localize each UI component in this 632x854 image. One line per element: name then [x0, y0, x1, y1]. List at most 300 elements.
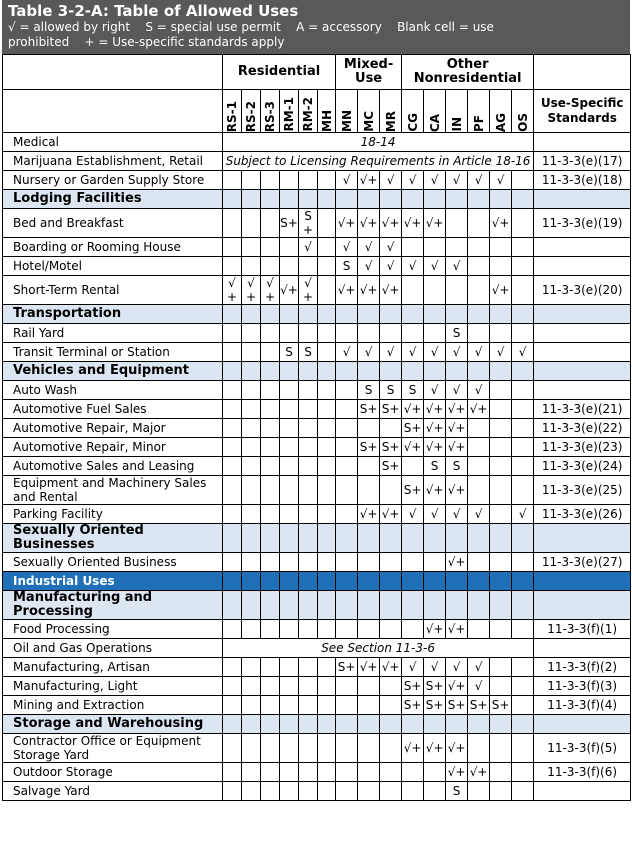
zone-cell — [318, 524, 336, 553]
zone-cell-mc — [358, 620, 380, 639]
standards-cell — [534, 257, 631, 276]
zone-cell-rm-1: S — [280, 343, 299, 362]
zone-cell-mc — [358, 419, 380, 438]
zone-cell-cg — [402, 782, 424, 801]
zone-cell-rm-1 — [280, 171, 299, 190]
zone-cell-ca — [424, 324, 446, 343]
zone-cell-rs-3 — [261, 381, 280, 400]
zone-cell-mc — [358, 457, 380, 476]
use-label: Outdoor Storage — [3, 763, 223, 782]
zone-cell-mn — [336, 400, 358, 419]
use-label: Food Processing — [3, 620, 223, 639]
zone-cell-mh — [318, 343, 336, 362]
zone-cell-os — [512, 257, 534, 276]
zone-cell-rs-1 — [223, 734, 242, 763]
zone-cell-rs-2 — [242, 438, 261, 457]
zone-cell-os — [512, 209, 534, 238]
zone-cell — [223, 715, 242, 734]
zone-cell-mn — [336, 505, 358, 524]
category-row-storage-and-warehousing — [3, 715, 631, 734]
zone-cell-mn — [336, 324, 358, 343]
zone-cell — [242, 190, 261, 209]
standards-cell — [534, 305, 631, 324]
zone-cell-ag — [490, 476, 512, 505]
category-label: Manufacturing and Processing — [3, 591, 223, 620]
zone-cell-rs-1 — [223, 419, 242, 438]
zone-cell-rm-2 — [299, 419, 318, 438]
zone-label: MC — [361, 111, 376, 132]
zone-cell — [299, 591, 318, 620]
zone-cell-os — [512, 658, 534, 677]
zone-cell-os — [512, 400, 534, 419]
zone-cell-ca: √ — [424, 381, 446, 400]
zone-cell-ag: √+ — [490, 276, 512, 305]
zone-cell-ca: S+ — [424, 696, 446, 715]
zone-cell-rm-2: S + — [299, 209, 318, 238]
zone-cell-ag — [490, 457, 512, 476]
zone-cell-rs-1 — [223, 438, 242, 457]
zone-cell-rm-2 — [299, 782, 318, 801]
table-row-parking-facility — [3, 505, 631, 524]
zone-header-ag — [490, 90, 512, 133]
zone-cell-rm-2 — [299, 763, 318, 782]
legend-prohibited: prohibited — [8, 35, 70, 49]
zone-cell-rs-1 — [223, 553, 242, 572]
zone-cell-ca: √+ — [424, 419, 446, 438]
zone-cell-rs-2 — [242, 734, 261, 763]
zone-header-mc — [358, 90, 380, 133]
zone-header-ca — [424, 90, 446, 133]
zone-cell-rs-2 — [242, 419, 261, 438]
zone-cell-rm-1 — [280, 505, 299, 524]
zone-cell — [318, 190, 336, 209]
zone-cell-rm-1 — [280, 419, 299, 438]
zone-cell — [242, 591, 261, 620]
zone-cell-pf: √ — [468, 505, 490, 524]
zone-cell-rs-2 — [242, 782, 261, 801]
zone-cell-ag — [490, 620, 512, 639]
zone-cell-cg: √+ — [402, 209, 424, 238]
zone-cell-mh — [318, 677, 336, 696]
legend-use-specific: + = Use-specific standards apply — [84, 35, 285, 49]
zone-cell — [468, 305, 490, 324]
zone-cell-rs-2 — [242, 324, 261, 343]
zone-cell-ca: √ — [424, 658, 446, 677]
table-row-equipment-and-machinery-sales-and-rental — [3, 476, 631, 505]
zone-cell-mc: S — [358, 381, 380, 400]
zone-cell-rs-1 — [223, 171, 242, 190]
zone-cell — [512, 715, 534, 734]
zone-cell-rm-1 — [280, 782, 299, 801]
zone-cell-mh — [318, 553, 336, 572]
zone-cell — [261, 190, 280, 209]
zone-header-cg — [402, 90, 424, 133]
zone-cell — [223, 591, 242, 620]
zone-cell-os — [512, 696, 534, 715]
zone-cell — [358, 305, 380, 324]
standards-cell — [534, 190, 631, 209]
zone-cell — [336, 591, 358, 620]
zone-cell-mn — [336, 763, 358, 782]
zone-cell-rm-1 — [280, 620, 299, 639]
zone-cell-mc — [358, 782, 380, 801]
zone-label: AG — [493, 112, 508, 132]
standards-cell — [534, 238, 631, 257]
zone-cell — [299, 190, 318, 209]
zone-cell-mc — [358, 476, 380, 505]
zone-cell — [280, 524, 299, 553]
zone-cell-rm-1 — [280, 381, 299, 400]
use-specific-header: Use-Specific Standards — [534, 90, 631, 133]
zone-cell-os — [512, 763, 534, 782]
zone-cell — [512, 190, 534, 209]
zone-cell-rs-2 — [242, 658, 261, 677]
zone-cell — [242, 715, 261, 734]
table-body — [3, 133, 631, 801]
zone-cell-rm-2 — [299, 620, 318, 639]
zone-cell — [358, 591, 380, 620]
zone-cell-rm-2 — [299, 677, 318, 696]
standards-cell — [534, 381, 631, 400]
legend-accessory: A = accessory — [296, 20, 382, 34]
zone-cell-rs-3 — [261, 734, 280, 763]
zone-cell — [261, 524, 280, 553]
zone-cell-mc: √ — [358, 238, 380, 257]
zone-header-os — [512, 90, 534, 133]
zone-cell-in: S — [446, 324, 468, 343]
zone-cell-cg: S+ — [402, 696, 424, 715]
zone-cell — [446, 572, 468, 591]
zone-cell-os — [512, 620, 534, 639]
zone-cell-mr — [380, 324, 402, 343]
use-label: Boarding or Rooming House — [3, 238, 223, 257]
zone-cell-mh — [318, 419, 336, 438]
standards-cell: 11-3-3(e)(17) — [534, 152, 631, 171]
zone-cell-rm-2 — [299, 457, 318, 476]
zone-cell-rm-2 — [299, 257, 318, 276]
category-row-transportation — [3, 305, 631, 324]
use-column-header — [3, 90, 223, 133]
zone-cell-ag — [490, 782, 512, 801]
zone-cell — [242, 362, 261, 381]
category-label: Vehicles and Equipment — [3, 362, 223, 381]
zone-cell-rm-1 — [280, 553, 299, 572]
zone-cell — [424, 572, 446, 591]
category-label: Lodging Facilities — [3, 190, 223, 209]
zone-cell-pf: √ — [468, 343, 490, 362]
zone-cell-ca: √ — [424, 505, 446, 524]
zone-cell-mn: √ — [336, 343, 358, 362]
zone-cell-ca: S — [424, 457, 446, 476]
standards-cell: 11-3-3(f)(6) — [534, 763, 631, 782]
column-header-row — [3, 90, 631, 133]
zone-cell-cg — [402, 763, 424, 782]
zone-cell-rs-1: √ + — [223, 276, 242, 305]
table-row-oil-and-gas-operations — [3, 639, 631, 658]
zone-cell — [336, 305, 358, 324]
table-row-nursery-or-garden-supply-store — [3, 171, 631, 190]
zone-cell-rs-2 — [242, 381, 261, 400]
zone-cell-in: √ — [446, 343, 468, 362]
use-label: Parking Facility — [3, 505, 223, 524]
zone-cell-ca: S+ — [424, 677, 446, 696]
category-label: Sexually Oriented Businesses — [3, 524, 223, 553]
zone-cell-rm-1 — [280, 438, 299, 457]
zone-cell — [402, 715, 424, 734]
standards-cell — [534, 572, 631, 591]
zone-cell-rs-3 — [261, 696, 280, 715]
zone-cell-rm-2 — [299, 658, 318, 677]
table-row-boarding-or-rooming-house — [3, 238, 631, 257]
zone-cell-mr — [380, 620, 402, 639]
zone-cell — [402, 190, 424, 209]
zone-cell-mn: √+ — [336, 276, 358, 305]
standards-cell: 11-3-3(e)(20) — [534, 276, 631, 305]
zone-cell-rs-2 — [242, 763, 261, 782]
zone-cell — [512, 305, 534, 324]
zone-cell-rs-2 — [242, 457, 261, 476]
zone-cell-ca: √+ — [424, 438, 446, 457]
zone-cell-pf — [468, 238, 490, 257]
zone-header-rm-1 — [280, 90, 299, 133]
zone-cell-cg — [402, 620, 424, 639]
zone-cell — [280, 190, 299, 209]
zone-cell-rs-1 — [223, 343, 242, 362]
zone-cell — [336, 362, 358, 381]
legend-by-right: √ = allowed by right — [8, 20, 131, 34]
zone-cell — [446, 715, 468, 734]
zone-cell — [380, 305, 402, 324]
table-row-automotive-sales-and-leasing — [3, 457, 631, 476]
standards-cell: 11-3-3(e)(18) — [534, 171, 631, 190]
zone-cell — [490, 305, 512, 324]
zone-cell-mc: √+ — [358, 658, 380, 677]
table-row-automotive-fuel-sales — [3, 400, 631, 419]
zone-cell-ca — [424, 763, 446, 782]
zone-cell-in: √ — [446, 171, 468, 190]
zone-cell-ag — [490, 324, 512, 343]
zone-cell-mh — [318, 620, 336, 639]
zone-cell-rs-1 — [223, 620, 242, 639]
zone-cell-rm-1 — [280, 734, 299, 763]
zone-cell-mr: √ — [380, 171, 402, 190]
table-row-medical — [3, 133, 631, 152]
standards-cell: 11-3-3(f)(1) — [534, 620, 631, 639]
zone-cell — [402, 524, 424, 553]
zone-cell — [299, 715, 318, 734]
category-label: Storage and Warehousing — [3, 715, 223, 734]
zone-cell-cg: √ — [402, 343, 424, 362]
zone-cell-mc: √+ — [358, 209, 380, 238]
zone-cell-rs-3 — [261, 171, 280, 190]
zone-cell — [446, 305, 468, 324]
zone-cell-mr: S+ — [380, 457, 402, 476]
zone-cell-rm-1 — [280, 677, 299, 696]
zone-cell-cg: √ — [402, 257, 424, 276]
zone-cell-in: √+ — [446, 419, 468, 438]
zone-label: CG — [405, 113, 420, 132]
zone-cell-rs-3 — [261, 677, 280, 696]
zone-cell-mh — [318, 276, 336, 305]
zone-cell-pf — [468, 209, 490, 238]
zone-cell — [223, 305, 242, 324]
use-label: Marijuana Establishment, Retail — [3, 152, 223, 171]
zone-cell-os — [512, 438, 534, 457]
zone-cell-mh — [318, 257, 336, 276]
zone-cell-os: √ — [512, 505, 534, 524]
table-row-transit-terminal-or-station — [3, 343, 631, 362]
zone-cell-rm-1 — [280, 658, 299, 677]
zone-cell-mr: √+ — [380, 276, 402, 305]
zone-cell-ag — [490, 763, 512, 782]
zone-cell-in: √+ — [446, 400, 468, 419]
zone-cell-mr: √ — [380, 257, 402, 276]
zone-cell-in: √ — [446, 381, 468, 400]
zone-cell-cg: √+ — [402, 400, 424, 419]
zone-cell-mn — [336, 677, 358, 696]
zone-cell — [261, 591, 280, 620]
zone-cell-mn: √ — [336, 238, 358, 257]
zone-cell — [280, 572, 299, 591]
zone-cell-rm-2: S — [299, 343, 318, 362]
zone-cell-mn — [336, 620, 358, 639]
zone-cell-mc: S+ — [358, 438, 380, 457]
zone-cell-rs-1 — [223, 238, 242, 257]
zone-cell-pf: √ — [468, 171, 490, 190]
zone-cell-rs-1 — [223, 763, 242, 782]
standards-cell: 11-3-3(f)(3) — [534, 677, 631, 696]
zone-cell — [299, 572, 318, 591]
zone-cell — [424, 305, 446, 324]
zone-cell-os — [512, 419, 534, 438]
zone-cell-ag: √+ — [490, 209, 512, 238]
table-row-automotive-repair-major — [3, 419, 631, 438]
use-header-blank — [3, 55, 223, 90]
zone-label: RS-3 — [263, 100, 277, 132]
zone-label: MN — [339, 110, 354, 132]
use-label: Mining and Extraction — [3, 696, 223, 715]
zone-cell — [468, 362, 490, 381]
zone-cell-ca: √ — [424, 171, 446, 190]
zone-cell-ca — [424, 276, 446, 305]
std-header-blank — [534, 55, 631, 90]
zone-cell — [242, 524, 261, 553]
zone-cell-pf — [468, 476, 490, 505]
zone-cell-mr: √+ — [380, 658, 402, 677]
zone-cell-in: √+ — [446, 476, 468, 505]
table-row-manufacturing-light — [3, 677, 631, 696]
zone-cell-ca — [424, 238, 446, 257]
zone-cell — [358, 572, 380, 591]
zone-cell-ag — [490, 238, 512, 257]
title-block — [2, 0, 630, 54]
zone-cell — [336, 190, 358, 209]
zone-label: RM-2 — [301, 97, 315, 132]
section-row-industrial-uses — [3, 572, 631, 591]
zone-cell — [380, 715, 402, 734]
zone-cell-pf: √+ — [468, 763, 490, 782]
zone-cell-mr — [380, 419, 402, 438]
use-label: Oil and Gas Operations — [3, 639, 223, 658]
zone-cell-os — [512, 457, 534, 476]
zone-cell-rs-2 — [242, 620, 261, 639]
zone-cell-os — [512, 276, 534, 305]
standards-cell — [534, 524, 631, 553]
zone-cell-pf — [468, 276, 490, 305]
standards-cell: 11-3-3(e)(21) — [534, 400, 631, 419]
zone-cell-mc — [358, 763, 380, 782]
zone-cell-rs-1 — [223, 381, 242, 400]
category-label: Transportation — [3, 305, 223, 324]
zone-cell-cg: √+ — [402, 438, 424, 457]
zone-header-rs-3 — [261, 90, 280, 133]
zone-cell-in: √+ — [446, 677, 468, 696]
zone-cell-cg: √ — [402, 505, 424, 524]
zone-cell-pf — [468, 324, 490, 343]
table-row-mining-and-extraction — [3, 696, 631, 715]
table-row-short-term-rental — [3, 276, 631, 305]
standards-cell — [534, 782, 631, 801]
zone-cell-rs-2 — [242, 343, 261, 362]
zone-cell-mh — [318, 696, 336, 715]
zone-cell-in — [446, 276, 468, 305]
zone-cell-mn — [336, 476, 358, 505]
zone-header-rs-2 — [242, 90, 261, 133]
zone-cell-pf — [468, 257, 490, 276]
zone-cell — [380, 591, 402, 620]
zone-cell — [468, 524, 490, 553]
zone-cell-ag — [490, 677, 512, 696]
table-row-contractor-office-or-equipment-storage-yard — [3, 734, 631, 763]
zone-cell — [380, 362, 402, 381]
standards-cell — [534, 133, 631, 152]
zone-cell-rs-3 — [261, 782, 280, 801]
standards-cell: 11-3-3(e)(27) — [534, 553, 631, 572]
zone-cell-pf — [468, 553, 490, 572]
zone-cell — [358, 362, 380, 381]
standards-cell — [534, 343, 631, 362]
zone-cell-mh — [318, 381, 336, 400]
zone-cell — [223, 572, 242, 591]
table-row-salvage-yard — [3, 782, 631, 801]
use-label: Automotive Fuel Sales — [3, 400, 223, 419]
zone-cell-mr — [380, 696, 402, 715]
zone-cell-rm-2 — [299, 324, 318, 343]
zone-header-rm-2 — [299, 90, 318, 133]
zone-cell-rs-3 — [261, 505, 280, 524]
zone-cell — [468, 715, 490, 734]
standards-cell — [534, 324, 631, 343]
zone-cell — [261, 715, 280, 734]
zone-cell-in: √+ — [446, 438, 468, 457]
zone-cell-ca: √+ — [424, 400, 446, 419]
zone-cell-os — [512, 734, 534, 763]
standards-cell: 11-3-3(e)(19) — [534, 209, 631, 238]
zone-cell-ag — [490, 381, 512, 400]
table-row-automotive-repair-minor — [3, 438, 631, 457]
zone-cell-rm-2 — [299, 400, 318, 419]
zone-cell-mh — [318, 438, 336, 457]
zone-cell-mh — [318, 324, 336, 343]
zone-cell-rm-2 — [299, 734, 318, 763]
zone-cell-mn — [336, 553, 358, 572]
zone-cell — [261, 362, 280, 381]
zone-label: IN — [449, 117, 464, 132]
other-nonresidential-header: Other Nonresidential — [402, 55, 534, 90]
zone-cell-mr: √ — [380, 343, 402, 362]
residential-header: Residential — [223, 55, 336, 90]
zone-cell-rm-1 — [280, 457, 299, 476]
